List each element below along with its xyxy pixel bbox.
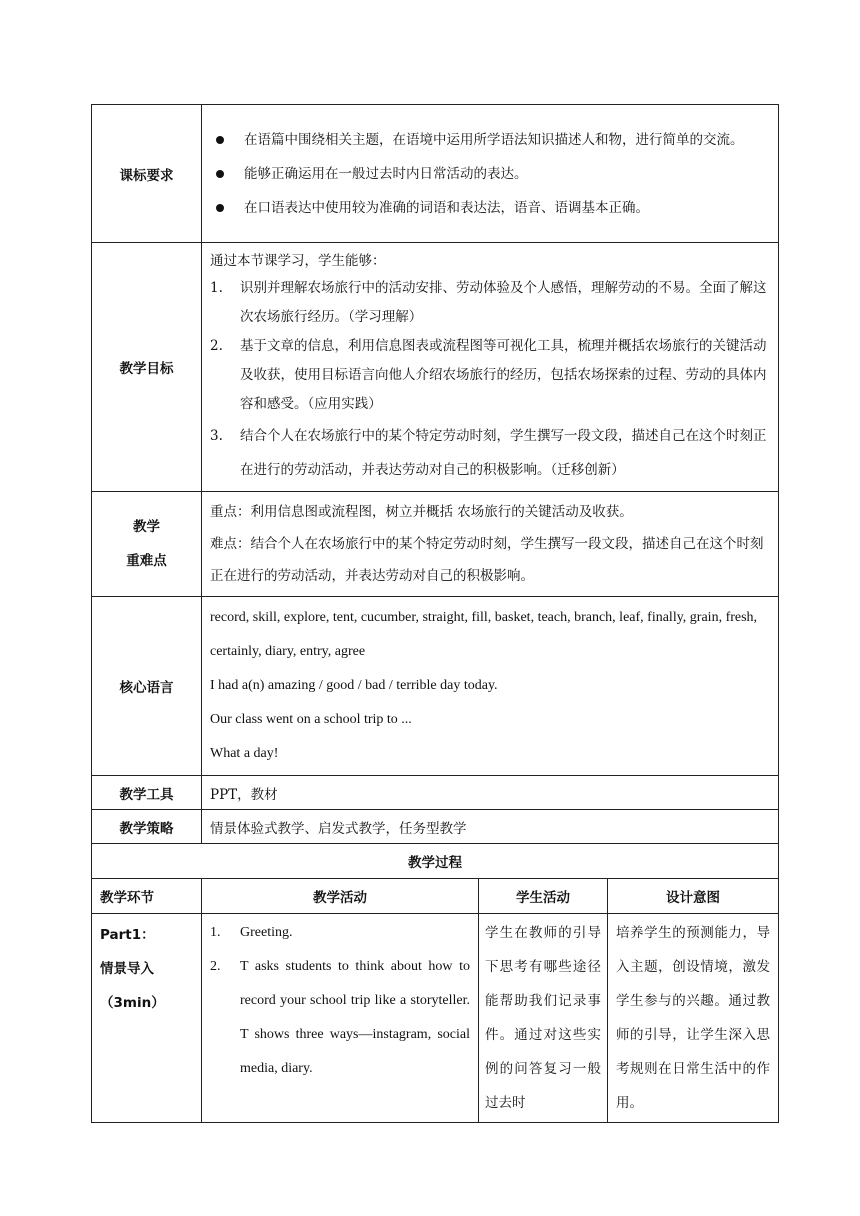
- core-sentence: I had a(n) amazing / good / bad / terrible day today.: [210, 678, 498, 693]
- standards-content: [202, 105, 779, 243]
- standards-label: 课标要求: [92, 105, 202, 243]
- bullet-icon: [210, 123, 244, 157]
- part1-stage: Part1： 情景导入 （3min）: [92, 914, 202, 1123]
- part1-design-intent: 培养学生的预测能力，导入主题，创设情境，激发学生参与的兴趣。通过教师的引导，让学生深入思考规则在日常生活中的作用。: [608, 914, 779, 1123]
- header-stage: 教学环节: [92, 879, 202, 914]
- core-words: record, skill, explore, tent, cucumber, straight, fill, basket, teach, branch, leaf, finally, grain, fresh, certainly, diary, entry, agree: [210, 610, 758, 659]
- part1-teacher-activity: [202, 914, 479, 1123]
- standards-item: 能够正确运用在一般过去时内日常活动的表达。: [210, 157, 770, 191]
- activity-item: 2. T asks students to think about how to record your school trip like a storyteller. T shows three ways—instagram, social media, diary.: [210, 959, 470, 1076]
- key-point: 重点：利用信息图或流程图，树立并概括 农场旅行的关键活动及收获。: [210, 504, 633, 520]
- tools-label: 教学工具: [92, 776, 202, 810]
- core-language-content: [202, 597, 779, 776]
- standards-item: 在语篇中围绕相关主题，在语境中运用所学语法知识描述人和物，进行简单的交流。: [210, 123, 770, 157]
- lesson-plan-page: [91, 104, 778, 1123]
- strategy-row: [92, 810, 779, 844]
- header-student-activity: 学生活动: [479, 879, 608, 914]
- objective-item: 2. 基于文章的信息，利用信息图表或流程图等可视化工具，梳理并概括农场旅行的关键活动及收获，使用目标语言向他人介绍农场旅行的经历，包括农场探索的过程、劳动的具体内容和感受。（应用实践）: [210, 337, 767, 412]
- objective-item: 1. 识别并理解农场旅行中的活动安排、劳动体验及个人感悟，理解劳动的不易。全面了解这次农场旅行经历。（学习理解）: [210, 279, 767, 325]
- process-title-row: [92, 844, 779, 879]
- keypoints-label: 教学 重难点: [92, 492, 202, 597]
- header-design-intent: 设计意图: [608, 879, 779, 914]
- tools-value: PPT，教材: [202, 776, 779, 810]
- core-sentence: What a day!: [210, 746, 279, 761]
- process-title: 教学过程: [92, 844, 779, 879]
- standards-row: [92, 105, 779, 243]
- objectives-label: 教学目标: [92, 243, 202, 492]
- objectives-content: [202, 243, 779, 492]
- objectives-row: [92, 243, 779, 492]
- keypoints-content: [202, 492, 779, 597]
- core-language-label: 核心语言: [92, 597, 202, 776]
- lesson-plan-table: [91, 104, 779, 1123]
- part1-row: [92, 914, 779, 1123]
- standards-item: 在口语表达中使用较为准确的词语和表达法，语音、语调基本正确。: [210, 191, 770, 225]
- part1-student-activity: 学生在教师的引导下思考有哪些途径能帮助我们记录事件。通过对这些实例的问答复习一般过去时: [479, 914, 608, 1123]
- keypoints-row: [92, 492, 779, 597]
- activity-item: 1. Greeting.: [210, 925, 293, 940]
- core-language-row: [92, 597, 779, 776]
- bullet-icon: [210, 157, 244, 191]
- objective-item: 3. 结合个人在农场旅行中的某个特定劳动时刻，学生撰写一段文段，描述自己在这个时刻正在进行的劳动活动，并表达劳动对自己的积极影响。（迁移创新）: [210, 427, 767, 478]
- objectives-intro: 通过本节课学习，学生能够：: [210, 252, 386, 269]
- bullet-icon: [210, 191, 244, 225]
- strategy-label: 教学策略: [92, 810, 202, 844]
- header-teacher-activity: 教学活动: [202, 879, 479, 914]
- process-header-row: [92, 879, 779, 914]
- difficult-point: 难点：结合个人在农场旅行中的某个特定劳动时刻，学生撰写一段文段，描述自己在这个时刻正在进行的劳动活动，并表达劳动对自己的积极影响。: [210, 536, 764, 584]
- strategy-value: 情景体验式教学、启发式教学，任务型教学: [202, 810, 779, 844]
- tools-row: [92, 776, 779, 810]
- core-sentence: Our class went on a school trip to ...: [210, 712, 412, 727]
